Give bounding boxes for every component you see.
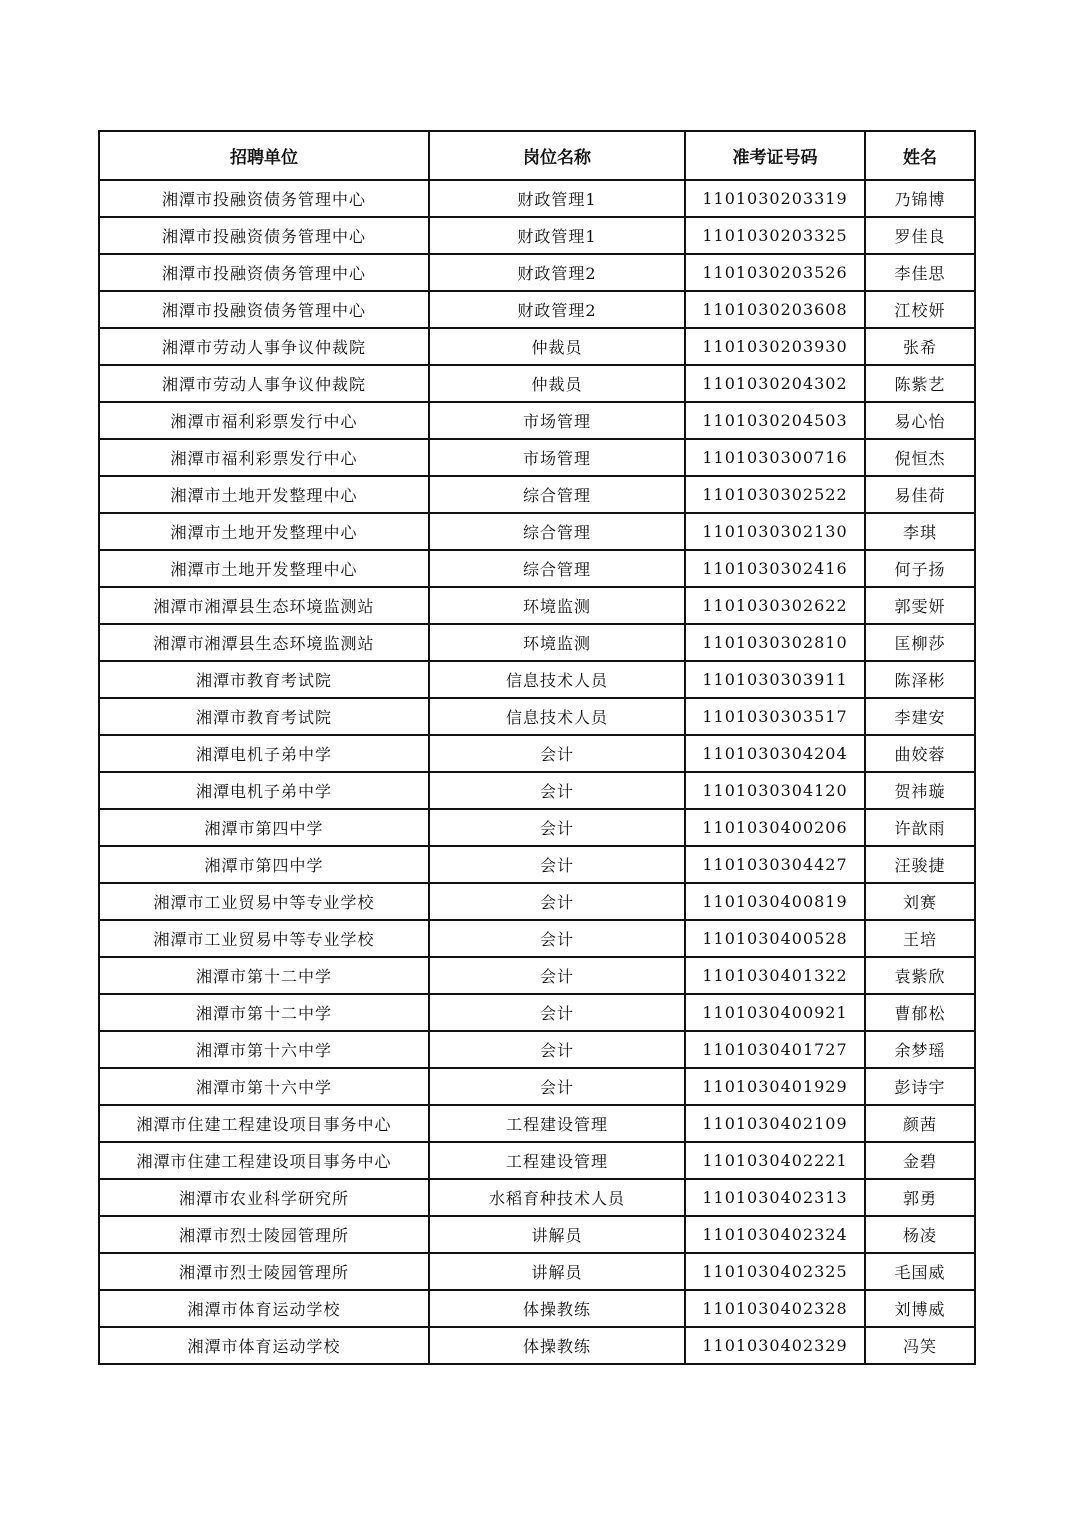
- table-header: [99, 131, 975, 180]
- cell-admission-number: 1101030402325: [685, 1253, 865, 1290]
- cell-position-name: 市场管理: [429, 439, 685, 476]
- cell-position-name: 综合管理: [429, 550, 685, 587]
- cell-candidate-name: 罗佳良: [865, 217, 975, 254]
- cell-position-name: 水稻育种技术人员: [429, 1179, 685, 1216]
- cell-position-name: 讲解员: [429, 1216, 685, 1253]
- table-row: [99, 846, 975, 883]
- table-row: [99, 217, 975, 254]
- cell-recruiting-unit: 湘潭电机子弟中学: [99, 772, 429, 809]
- cell-admission-number: 1101030401322: [685, 957, 865, 994]
- cell-recruiting-unit: 湘潭市投融资债务管理中心: [99, 254, 429, 291]
- cell-admission-number: 1101030304204: [685, 735, 865, 772]
- header-admission-number: 准考证号码: [685, 131, 865, 180]
- cell-position-name: 环境监测: [429, 624, 685, 661]
- cell-position-name: 会计: [429, 1031, 685, 1068]
- cell-admission-number: 1101030203526: [685, 254, 865, 291]
- cell-candidate-name: 袁紫欣: [865, 957, 975, 994]
- cell-candidate-name: 贺祎璇: [865, 772, 975, 809]
- cell-candidate-name: 刘赛: [865, 883, 975, 920]
- cell-candidate-name: 乃锦博: [865, 180, 975, 217]
- table-row: [99, 883, 975, 920]
- cell-position-name: 会计: [429, 735, 685, 772]
- cell-admission-number: 1101030203319: [685, 180, 865, 217]
- cell-admission-number: 1101030302522: [685, 476, 865, 513]
- table-row: [99, 476, 975, 513]
- cell-admission-number: 1101030303911: [685, 661, 865, 698]
- cell-admission-number: 1101030204503: [685, 402, 865, 439]
- recruitment-table: [98, 130, 976, 1365]
- table-row: [99, 1031, 975, 1068]
- cell-position-name: 财政管理1: [429, 180, 685, 217]
- cell-candidate-name: 曲姣蓉: [865, 735, 975, 772]
- table-row: [99, 402, 975, 439]
- header-recruiting-unit: 招聘单位: [99, 131, 429, 180]
- cell-admission-number: 1101030304427: [685, 846, 865, 883]
- cell-admission-number: 1101030402313: [685, 1179, 865, 1216]
- cell-position-name: 市场管理: [429, 402, 685, 439]
- cell-candidate-name: 陈泽彬: [865, 661, 975, 698]
- cell-admission-number: 1101030400819: [685, 883, 865, 920]
- cell-position-name: 会计: [429, 809, 685, 846]
- header-row: [99, 131, 975, 180]
- cell-position-name: 会计: [429, 994, 685, 1031]
- cell-admission-number: 1101030402324: [685, 1216, 865, 1253]
- cell-recruiting-unit: 湘潭市第十六中学: [99, 1068, 429, 1105]
- table-row: [99, 698, 975, 735]
- header-position-name: 岗位名称: [429, 131, 685, 180]
- table-row: [99, 291, 975, 328]
- cell-admission-number: 1101030400528: [685, 920, 865, 957]
- cell-candidate-name: 曹郁松: [865, 994, 975, 1031]
- cell-admission-number: 1101030401727: [685, 1031, 865, 1068]
- cell-recruiting-unit: 湘潭市烈士陵园管理所: [99, 1216, 429, 1253]
- cell-recruiting-unit: 湘潭市第十二中学: [99, 957, 429, 994]
- cell-recruiting-unit: 湘潭市土地开发整理中心: [99, 550, 429, 587]
- cell-recruiting-unit: 湘潭市住建工程建设项目事务中心: [99, 1105, 429, 1142]
- cell-candidate-name: 李佳思: [865, 254, 975, 291]
- cell-candidate-name: 许歆雨: [865, 809, 975, 846]
- cell-admission-number: 1101030402328: [685, 1290, 865, 1327]
- cell-admission-number: 1101030203930: [685, 328, 865, 365]
- cell-admission-number: 1101030203608: [685, 291, 865, 328]
- table-row: [99, 772, 975, 809]
- cell-position-name: 体操教练: [429, 1290, 685, 1327]
- cell-admission-number: 1101030401929: [685, 1068, 865, 1105]
- cell-position-name: 财政管理2: [429, 291, 685, 328]
- table-row: [99, 1290, 975, 1327]
- table-row: [99, 920, 975, 957]
- cell-admission-number: 1101030402109: [685, 1105, 865, 1142]
- cell-admission-number: 1101030400206: [685, 809, 865, 846]
- cell-candidate-name: 汪骏捷: [865, 846, 975, 883]
- table-row: [99, 365, 975, 402]
- cell-position-name: 体操教练: [429, 1327, 685, 1364]
- cell-recruiting-unit: 湘潭市第十二中学: [99, 994, 429, 1031]
- cell-recruiting-unit: 湘潭市第四中学: [99, 846, 429, 883]
- cell-admission-number: 1101030302416: [685, 550, 865, 587]
- cell-recruiting-unit: 湘潭市住建工程建设项目事务中心: [99, 1142, 429, 1179]
- cell-position-name: 信息技术人员: [429, 661, 685, 698]
- cell-recruiting-unit: 湘潭市湘潭县生态环境监测站: [99, 587, 429, 624]
- table-row: [99, 1105, 975, 1142]
- cell-candidate-name: 李建安: [865, 698, 975, 735]
- cell-recruiting-unit: 湘潭市土地开发整理中心: [99, 476, 429, 513]
- cell-recruiting-unit: 湘潭市投融资债务管理中心: [99, 180, 429, 217]
- cell-candidate-name: 彭诗宇: [865, 1068, 975, 1105]
- cell-position-name: 工程建设管理: [429, 1142, 685, 1179]
- cell-recruiting-unit: 湘潭市教育考试院: [99, 698, 429, 735]
- cell-recruiting-unit: 湘潭市湘潭县生态环境监测站: [99, 624, 429, 661]
- cell-position-name: 会计: [429, 772, 685, 809]
- table-row: [99, 180, 975, 217]
- cell-candidate-name: 张希: [865, 328, 975, 365]
- cell-recruiting-unit: 湘潭市投融资债务管理中心: [99, 291, 429, 328]
- cell-candidate-name: 余梦瑶: [865, 1031, 975, 1068]
- table-row: [99, 328, 975, 365]
- cell-position-name: 会计: [429, 920, 685, 957]
- cell-recruiting-unit: 湘潭市土地开发整理中心: [99, 513, 429, 550]
- cell-recruiting-unit: 湘潭市教育考试院: [99, 661, 429, 698]
- cell-admission-number: 1101030400921: [685, 994, 865, 1031]
- cell-recruiting-unit: 湘潭市第十六中学: [99, 1031, 429, 1068]
- cell-position-name: 会计: [429, 957, 685, 994]
- cell-candidate-name: 金碧: [865, 1142, 975, 1179]
- cell-position-name: 会计: [429, 846, 685, 883]
- table-row: [99, 587, 975, 624]
- cell-position-name: 仲裁员: [429, 328, 685, 365]
- cell-recruiting-unit: 湘潭市劳动人事争议仲裁院: [99, 365, 429, 402]
- table-row: [99, 661, 975, 698]
- cell-candidate-name: 何子扬: [865, 550, 975, 587]
- cell-candidate-name: 匡柳莎: [865, 624, 975, 661]
- cell-candidate-name: 江校妍: [865, 291, 975, 328]
- cell-position-name: 会计: [429, 883, 685, 920]
- cell-recruiting-unit: 湘潭市福利彩票发行中心: [99, 402, 429, 439]
- cell-admission-number: 1101030304120: [685, 772, 865, 809]
- table-row: [99, 254, 975, 291]
- cell-recruiting-unit: 湘潭市体育运动学校: [99, 1290, 429, 1327]
- table-row: [99, 1068, 975, 1105]
- cell-position-name: 综合管理: [429, 513, 685, 550]
- cell-candidate-name: 毛国威: [865, 1253, 975, 1290]
- cell-recruiting-unit: 湘潭市劳动人事争议仲裁院: [99, 328, 429, 365]
- cell-position-name: 财政管理2: [429, 254, 685, 291]
- cell-candidate-name: 郭勇: [865, 1179, 975, 1216]
- cell-candidate-name: 颜茜: [865, 1105, 975, 1142]
- table-row: [99, 1179, 975, 1216]
- cell-admission-number: 1101030302810: [685, 624, 865, 661]
- cell-admission-number: 1101030402329: [685, 1327, 865, 1364]
- table-row: [99, 809, 975, 846]
- cell-admission-number: 1101030204302: [685, 365, 865, 402]
- cell-recruiting-unit: 湘潭市福利彩票发行中心: [99, 439, 429, 476]
- cell-recruiting-unit: 湘潭市工业贸易中等专业学校: [99, 883, 429, 920]
- cell-candidate-name: 郭雯妍: [865, 587, 975, 624]
- cell-candidate-name: 易佳荷: [865, 476, 975, 513]
- cell-admission-number: 1101030302622: [685, 587, 865, 624]
- table-row: [99, 439, 975, 476]
- cell-position-name: 会计: [429, 1068, 685, 1105]
- cell-recruiting-unit: 湘潭市投融资债务管理中心: [99, 217, 429, 254]
- table-row: [99, 1327, 975, 1364]
- cell-candidate-name: 王培: [865, 920, 975, 957]
- table-row: [99, 1253, 975, 1290]
- table-row: [99, 513, 975, 550]
- cell-position-name: 信息技术人员: [429, 698, 685, 735]
- cell-position-name: 工程建设管理: [429, 1105, 685, 1142]
- table-body: [99, 180, 975, 1364]
- cell-admission-number: 1101030302130: [685, 513, 865, 550]
- cell-admission-number: 1101030402221: [685, 1142, 865, 1179]
- cell-candidate-name: 刘博威: [865, 1290, 975, 1327]
- cell-recruiting-unit: 湘潭市工业贸易中等专业学校: [99, 920, 429, 957]
- table-row: [99, 735, 975, 772]
- table-row: [99, 1216, 975, 1253]
- cell-admission-number: 1101030300716: [685, 439, 865, 476]
- cell-recruiting-unit: 湘潭市第四中学: [99, 809, 429, 846]
- header-candidate-name: 姓名: [865, 131, 975, 180]
- cell-recruiting-unit: 湘潭电机子弟中学: [99, 735, 429, 772]
- cell-recruiting-unit: 湘潭市体育运动学校: [99, 1327, 429, 1364]
- table-row: [99, 1142, 975, 1179]
- table-row: [99, 994, 975, 1031]
- cell-position-name: 讲解员: [429, 1253, 685, 1290]
- table-row: [99, 550, 975, 587]
- cell-candidate-name: 倪恒杰: [865, 439, 975, 476]
- cell-candidate-name: 陈紫艺: [865, 365, 975, 402]
- cell-candidate-name: 杨凌: [865, 1216, 975, 1253]
- table-row: [99, 624, 975, 661]
- table-row: [99, 957, 975, 994]
- cell-position-name: 财政管理1: [429, 217, 685, 254]
- cell-recruiting-unit: 湘潭市烈士陵园管理所: [99, 1253, 429, 1290]
- cell-admission-number: 1101030303517: [685, 698, 865, 735]
- cell-candidate-name: 易心怡: [865, 402, 975, 439]
- cell-candidate-name: 冯笑: [865, 1327, 975, 1364]
- cell-position-name: 仲裁员: [429, 365, 685, 402]
- cell-position-name: 综合管理: [429, 476, 685, 513]
- cell-candidate-name: 李琪: [865, 513, 975, 550]
- cell-admission-number: 1101030203325: [685, 217, 865, 254]
- cell-position-name: 环境监测: [429, 587, 685, 624]
- cell-recruiting-unit: 湘潭市农业科学研究所: [99, 1179, 429, 1216]
